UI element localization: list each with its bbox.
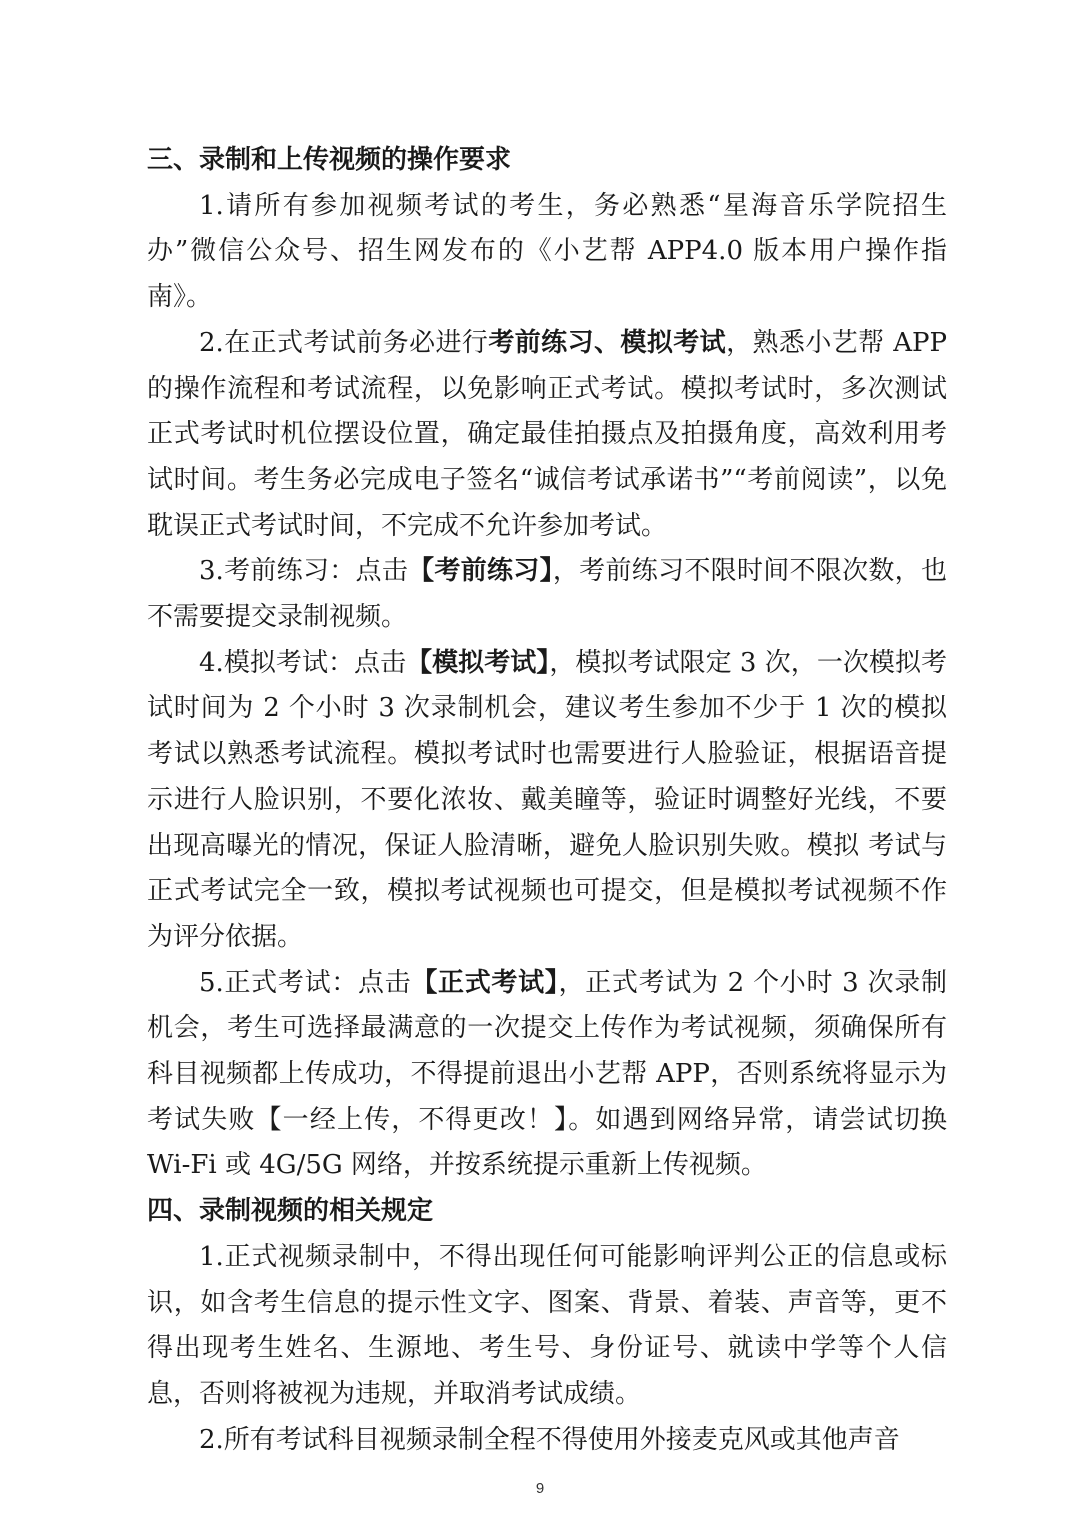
item-2-text-rest: ，熟悉小艺帮 APP 的操作流程和考试流程，以免影响正式考试。模拟考试时，多次测试正式考试时机位摆设位置，确定最佳拍摄点及拍摄角度，高效利用考试时间。考生务必完成电子签名“诚信考试承诺书”“考前阅读”，以免耽误正式考试时间，不完成不允许参加考试。 xyxy=(147,327,947,541)
item-4-text-rest: ，模拟考试限定 3 次，一次模拟考试时间为 2 个小时 3 次录制机会，建议考生参加不少于 1 次的模拟考试以熟悉考试流程。模拟考试时也需要进行人脸验证，根据语音提示进行人脸识别，不要化浓妆、戴美瞳等，验证时调整好光线，不要出现高曝光的情况，保证人脸清晰，避免人脸识别失败。模拟 考试与正式考试完全一致，模拟考试视频也可提交，但是模拟考试视频不作为评分依据。 xyxy=(147,647,947,952)
item-5-text-rest: ，正式考试为 2 个小时 3 次录制机会，考生可选择最满意的一次提交上传作为考试视频，须确保所有科目视频都上传成功，不得提前退出小艺帮 APP，否则系统将显示为考试失败【一经上传，不得更改！】。如遇到网络异常，请尝试切换 Wi-Fi 或 4G/5G 网络，并按系统提示重新上传视频。 xyxy=(147,967,947,1181)
section-3-heading: 三、录制和上传视频的操作要求 xyxy=(147,145,512,175)
item-2-emphasis: 考前练习、模拟考试 xyxy=(488,327,727,358)
item-3-text-rest: ，考前练习不限时间不限次数，也不需要提交录制视频。 xyxy=(147,556,947,633)
section-3-item-4 xyxy=(147,641,947,961)
section-3-item-3 xyxy=(147,549,947,640)
item-2-text-start: 2.在正式考试前务必进行 xyxy=(199,327,489,358)
section-4-heading: 四、录制视频的相关规定 xyxy=(147,1196,434,1227)
section-3-item-2 xyxy=(147,321,947,550)
item-3-text-start: 3.考前练习：点击 xyxy=(199,556,409,587)
section-4-item-1: 1.正式视频录制中，不得出现任何可能影响评判公正的信息或标识，如含考生信息的提示性文字、图案、背景、着装、声音等，更不得出现考生姓名、生源地、考生号、身份证号、就读中学等个人信息，否则将被视为违规，并取消考试成绩。 xyxy=(147,1241,947,1409)
item-5-emphasis: 【正式考试】 xyxy=(411,967,559,998)
item-4-emphasis: 【模拟考试】 xyxy=(406,647,550,678)
item-5-text-start: 5.正式考试：点击 xyxy=(199,967,412,998)
document-body xyxy=(147,138,947,1463)
item-3-emphasis: 【考前练习】 xyxy=(408,556,553,587)
section-3-item-5 xyxy=(147,961,947,1190)
section-3-item-1: 1.请所有参加视频考试的考生，务必熟悉“星海音乐学院招生办”微信公众号、招生网发布的《小艺帮 APP4.0 版本用户操作指南》。 xyxy=(147,190,947,313)
page-number: 9 xyxy=(535,1480,545,1497)
item-4-text-start: 4.模拟考试：点击 xyxy=(199,647,407,678)
section-4-item-2: 2.所有考试科目视频录制全程不得使用外接麦克风或其他声音 xyxy=(199,1424,900,1455)
